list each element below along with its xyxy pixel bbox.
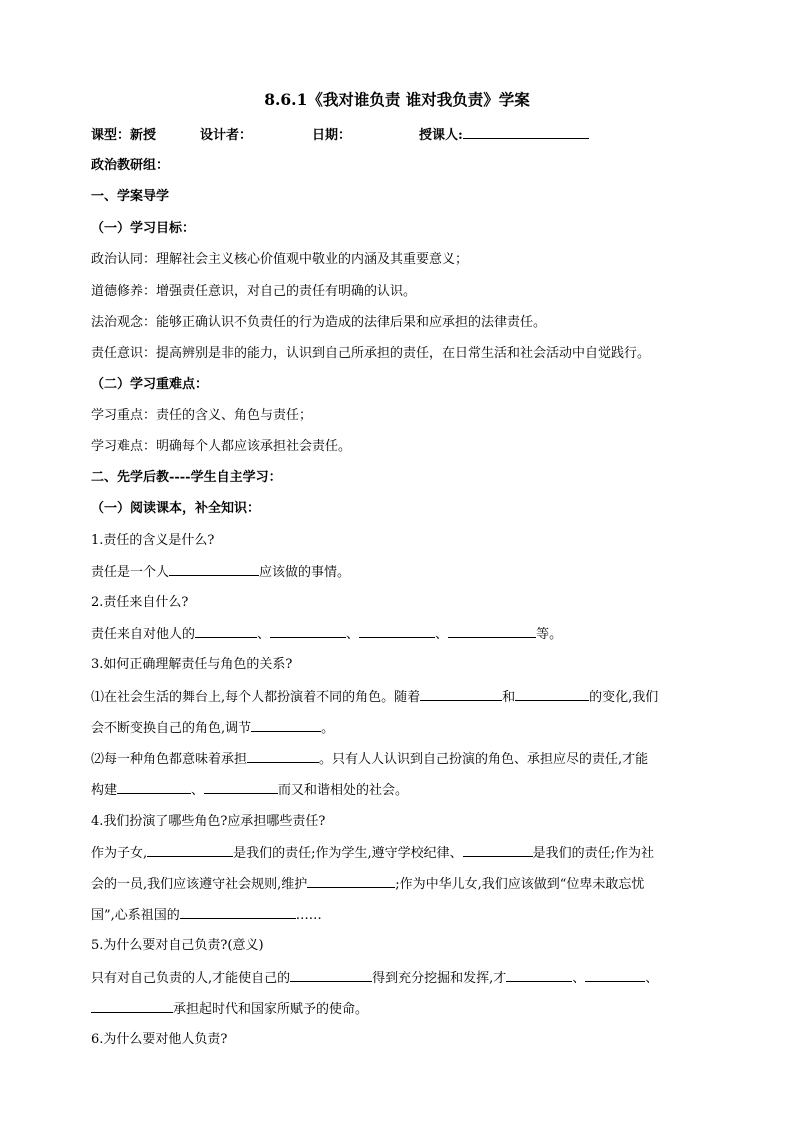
answer-5-line-2: 承担起时代和国家所赋予的使命。 bbox=[91, 1000, 368, 1018]
question-3: 3.如何正确理解责任与角色的关系? bbox=[91, 657, 293, 672]
fill-blank[interactable] bbox=[359, 625, 435, 638]
fill-blank[interactable] bbox=[180, 906, 296, 919]
answer-3-1a: ⑴在社会生活的舞台上,每个人都扮演着不同的角色。随着 和 的变化,我们 bbox=[91, 690, 659, 705]
fill-blank[interactable] bbox=[251, 719, 321, 732]
designer: 设计者： bbox=[200, 128, 253, 143]
answer-3-2b: 构建 、 而又和谐相处的社会。 bbox=[91, 783, 409, 798]
fill-blank[interactable] bbox=[147, 844, 233, 857]
question-2: 2.责任来自什么? bbox=[91, 595, 189, 610]
fill-blank[interactable] bbox=[169, 563, 259, 576]
goal-item: 政治认同：理解社会主义核心价值观中敬业的内涵及其重要意义； bbox=[91, 252, 469, 267]
fill-blank[interactable] bbox=[506, 969, 572, 982]
answer-2: 责任来自对他人的 、 、 、 等。 bbox=[91, 627, 563, 642]
question-1: 1.责任的含义是什么? bbox=[91, 533, 215, 548]
section-1-heading: 一、学案导学 bbox=[91, 189, 170, 204]
answer-4-line-3: 国”,心系祖国的 …… bbox=[91, 908, 322, 923]
answer-1: 责任是一个人 应该做的事情。 bbox=[91, 565, 351, 580]
fill-blank[interactable] bbox=[448, 625, 536, 638]
section-2-heading: 二、先学后教----学生自主学习： bbox=[91, 470, 282, 485]
difficult-points: 学习难点：明确每个人都应该承担社会责任。 bbox=[91, 439, 352, 454]
date: 日期： bbox=[312, 128, 352, 143]
goal-item: 责任意识：提高辨别是非的能力，认识到自己所承担的责任，在日常生活和社会活动中自觉践行。 bbox=[91, 346, 651, 361]
answer-4-line-2: 会的一员,我们应该遵守社会规则,维护 ;作为中华儿女,我们应该做到“位卑未敢忘忧 bbox=[91, 877, 645, 892]
fill-blank[interactable] bbox=[247, 750, 319, 763]
goal-item: 道德修养：增强责任意识，对自己的责任有明确的认识。 bbox=[91, 284, 417, 299]
goal-item: 法治观念：能够正确认识不负责任的行为造成的法律后果和应承担的法律责任。 bbox=[91, 315, 547, 330]
answer-5-line-1: 只有对自己负责的人,才能使自己的 得到充分挖掘和发挥,才 、 、 bbox=[91, 971, 659, 986]
fill-blank[interactable] bbox=[420, 688, 502, 701]
key-points-heading: （二）学习重难点： bbox=[91, 377, 209, 392]
fill-blank[interactable] bbox=[204, 781, 278, 794]
fill-blank[interactable] bbox=[117, 781, 191, 794]
answer-3-2a: ⑵每一种角色都意味着承担 。只有人人认识到自己扮演的角色、承担应尽的责任,才能 bbox=[91, 752, 649, 767]
meta-row bbox=[91, 126, 589, 144]
answer-3-1b: 会不断变换自己的角色,调节 。 bbox=[91, 721, 335, 736]
group-label: 政治教研组： bbox=[91, 158, 170, 173]
fill-blank[interactable] bbox=[463, 844, 533, 857]
fill-blank[interactable] bbox=[91, 1000, 173, 1013]
fill-blank[interactable] bbox=[290, 969, 372, 982]
page-title: 8.6.1《我对谁负责 谁对我负责》学案 bbox=[264, 90, 530, 109]
question-4: 4.我们扮演了哪些角色?应承担哪些责任? bbox=[91, 814, 326, 829]
fill-blank[interactable] bbox=[307, 875, 395, 888]
teacher: 授课人: bbox=[419, 128, 463, 143]
fill-blank[interactable] bbox=[585, 969, 645, 982]
teacher-blank[interactable] bbox=[463, 126, 589, 139]
question-6: 6.为什么要对他人负责? bbox=[91, 1032, 228, 1047]
reading-heading: （一）阅读课本，补全知识： bbox=[91, 501, 261, 516]
fill-blank[interactable] bbox=[270, 625, 346, 638]
lesson-type: 课型：新授 bbox=[91, 128, 157, 143]
question-5: 5.为什么要对自己负责?(意义) bbox=[91, 938, 264, 953]
answer-4-line-1: 作为子女, 是我们的责任;作为学生,遵守学校纪律、 是我们的责任;作为社 bbox=[91, 846, 655, 861]
key-points: 学习重点：责任的含义、角色与责任； bbox=[91, 408, 313, 423]
fill-blank[interactable] bbox=[515, 688, 589, 701]
fill-blank[interactable] bbox=[195, 625, 257, 638]
goals-heading: （一）学习目标： bbox=[91, 221, 196, 236]
